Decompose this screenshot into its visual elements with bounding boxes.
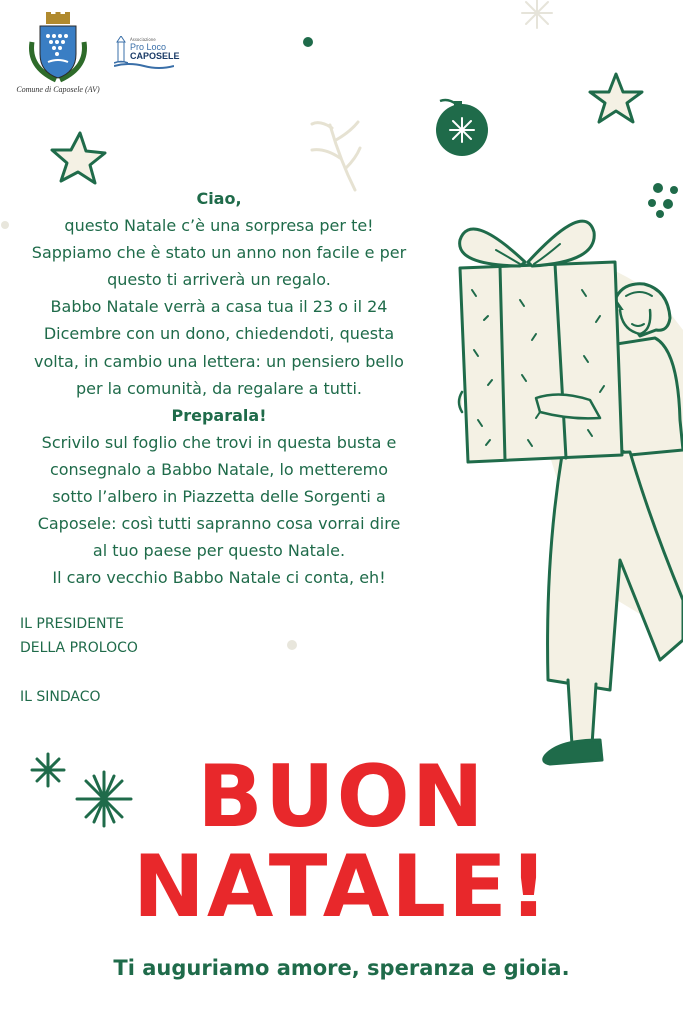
letter-line: sotto l’albero in Piazzetta delle Sorgenti a — [52, 487, 386, 507]
coat-of-arms-icon — [18, 12, 98, 84]
letter-line: Babbo Natale verrà a casa tua il 23 o il 24 — [50, 297, 388, 317]
proloco-small: Associazione — [130, 37, 156, 42]
star-icon — [590, 74, 642, 122]
letter-line: Il caro vecchio Babbo Natale ci conta, eh! — [52, 568, 386, 588]
letter-body — [0, 185, 438, 591]
woman-with-gift-illustration — [459, 221, 683, 764]
letter-line: consegnalo a Babbo Natale, lo metteremo — [49, 459, 389, 479]
proloco-logo — [114, 36, 184, 70]
dot-icon — [303, 37, 313, 47]
letter-line: volta, in cambio una lettera: un pensiero bello — [34, 351, 404, 371]
comune-logo — [18, 12, 98, 97]
wave-icon — [114, 62, 174, 70]
title-line2: NATALE! — [132, 837, 551, 937]
letter-line: Sappiamo che è stato un anno non facile e per — [31, 243, 407, 263]
ornament-icon — [436, 100, 488, 156]
letter-heading: Preparala! — [171, 405, 267, 425]
letter-line: Caposele: così tutti sapranno cosa vorrai dire — [37, 514, 401, 534]
mayor-signature: IL SINDACO — [20, 689, 101, 705]
letter-line: questo ti arriverà un regalo. — [107, 270, 331, 290]
president-signature — [20, 614, 138, 658]
letter-greeting: Ciao, — [196, 189, 242, 208]
star-icon — [52, 133, 105, 183]
tagline: Ti auguriamo amore, speranza e gioia. — [113, 956, 570, 980]
branch-icon — [312, 122, 360, 190]
president-title-line2: DELLA PROLOCO — [20, 640, 138, 656]
dots-icon — [648, 183, 678, 218]
president-title-line1: IL PRESIDENTE — [20, 616, 124, 632]
letter-line: questo Natale c’è una sorpresa per te! — [64, 216, 374, 236]
proloco-place: CAPOSELE — [130, 51, 180, 61]
letter-line: Scrivilo sul foglio che trovi in questa busta e — [41, 432, 397, 452]
snowflake-icon — [522, 0, 552, 28]
comune-caption: Comune di Caposele (AV) — [16, 85, 100, 94]
title-line1: BUON — [197, 747, 486, 847]
letter-line: Dicembre con un dono, chiedendoti, questa — [43, 324, 395, 344]
letter-line: al tuo paese per questo Natale. — [92, 541, 346, 561]
letter-line: per la comunità, da regalare a tutti. — [75, 378, 362, 398]
proloco-name: Pro Loco — [130, 42, 167, 52]
